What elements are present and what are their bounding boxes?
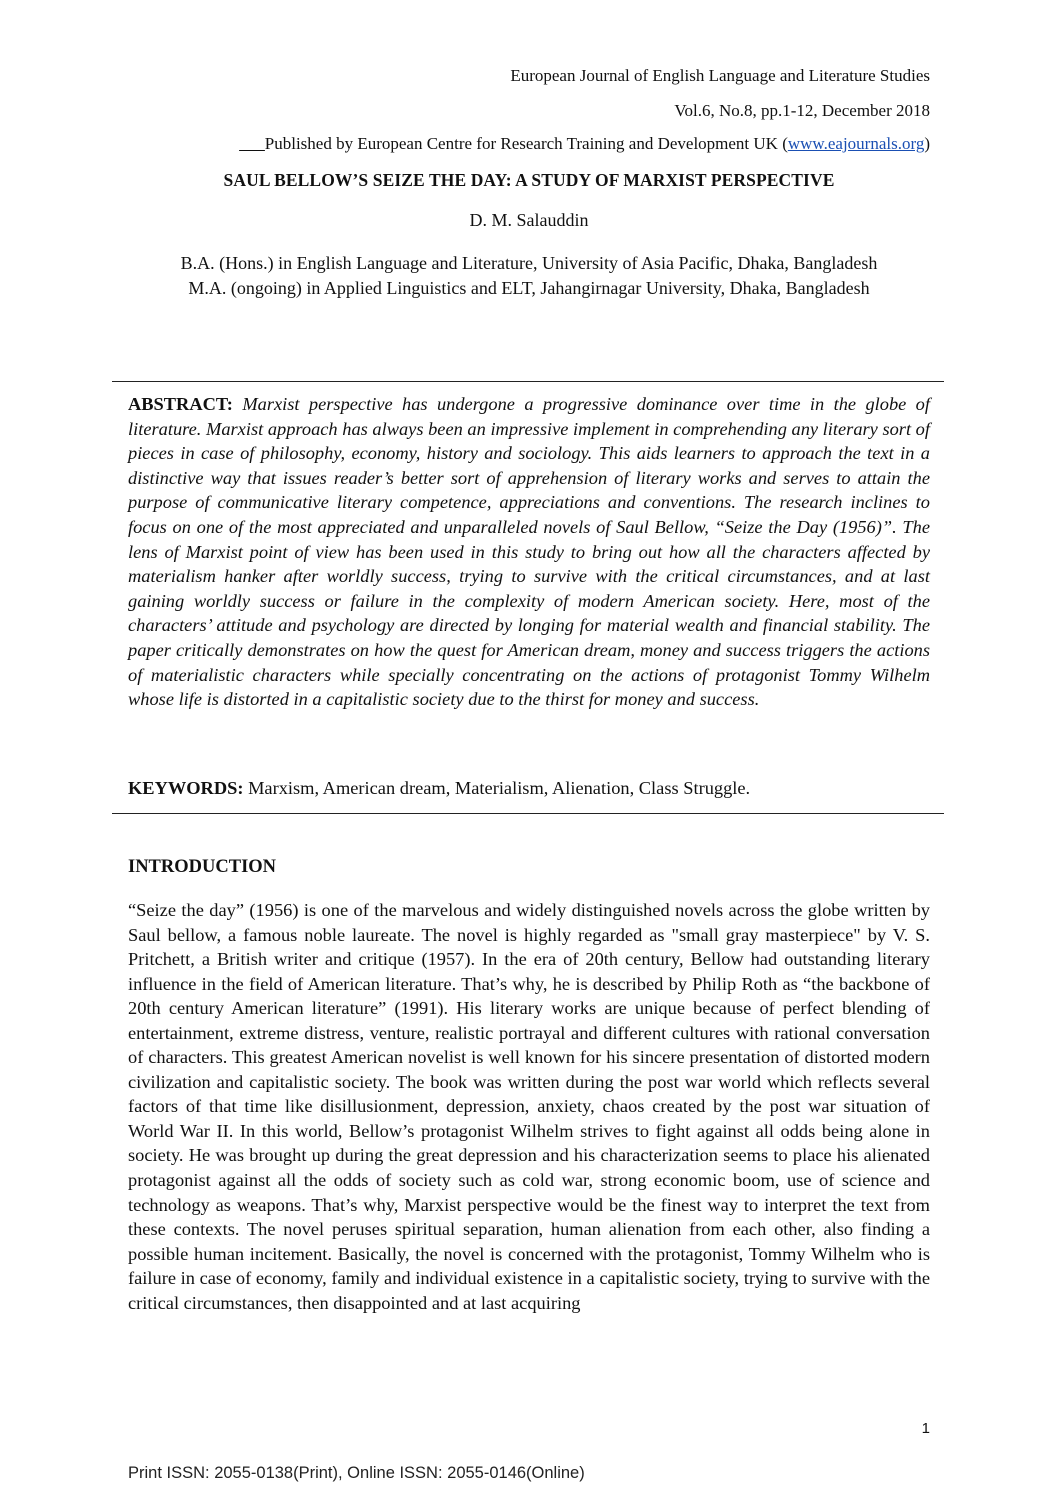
abstract [128,392,930,712]
publisher-close: ) [924,134,930,153]
abstract-text: Marxist perspective has undergone a progressive dominance over time in the globe of literature. Marxist approach has always been an impressive implement in comprehending any literary sort of pieces in case of philosophy, economy, history and sociology. This aids learners to approach the text in a distinctive way that issues reader’s better sort of apprehension of literary works and serves to attain the purpose of communicative literary competence, appreciations and conventions. The research inclines to focus on one of the most appreciated and unparalleled novels of Saul Bellow, “Seize the Day (1956)”. The lens of Marxist point of view has been used in this study to bring out how all the characters affected by materialism hanker after worldly success, trying to survive with the critical circumstances, and at last gaining worldly success or failure in the complexity of modern American society. Here, most of the characters’ attitude and psychology are directed by longing for material wealth and financial stability. The paper critically demonstrates on how the quest for American dream, money and success triggers the actions of materialistic characters while specially concentrating on the actions of protagonist Tommy Wilhelm whose life is distorted in a capitalistic society due to the thirst for money and success. [128,394,930,710]
publisher-line [134,134,930,154]
author-name: D. M. Salauddin [469,210,589,230]
abstract-bottom-rule [112,813,944,814]
abstract-label: ABSTRACT: [128,394,233,414]
affiliation-1: B.A. (Hons.) in English Language and Literature, University of Asia Pacific, Dhaka, Bangladesh [180,253,878,273]
publisher-lead: ___ [239,134,265,153]
abstract-top-rule [112,381,944,382]
page-number: 1 [921,1420,930,1437]
keywords [128,776,930,800]
introduction-heading: INTRODUCTION [128,857,277,877]
author-affiliations [150,251,908,301]
paper-title: SAUL BELLOW’S SEIZE THE DAY: A STUDY OF MARXIST PERSPECTIVE [223,170,835,190]
issn-footer: Print ISSN: 2055-0138(Print), Online ISSN: 2055-0146(Online) [128,1464,585,1482]
issue-info: Vol.6, No.8, pp.1-12, December 2018 [674,101,930,120]
publisher-text: Published by European Centre for Research Training and Development UK ( [264,134,788,153]
introduction-text: “Seize the day” (1956) is one of the marvelous and widely distinguished novels across the globe written by Saul bellow, a famous noble laureate. The novel is highly regarded as "small gray masterpiece" by V. S. Pritchett, a British writer and critique (1957). In the era of 20th century, Bellow had outstanding literary influence in the field of American literature. That’s why, he is described by Philip Roth as “the backbone of 20th century American literature” (1991). His literary works are unique because of perfect blending of entertainment, extreme distress, venture, realistic portrayal and different cultures with rational conversation of characters. This greatest American novelist is well known for his sincere presentation of distorted modern civilization and capitalistic society. The book was written during the post war world which reflects several factors of that time like disillusionment, depression, anxiety, chaos created by the post war situation of World War II. In this world, Bellow’s protagonist Wilhelm strives to fight against all odds being alone in society. He was brought up during the great depression and his characterization seems to place his alienated protagonist against all the odds of society such as cold war, strong economic boom, use of science and technology as weapons. That’s why, Marxist perspective would be the finest way to interpret the text from these contexts. The novel peruses spiritual separation, human alienation from each other, also finding a possible human incitement. Basically, the novel is concerned with the protagonist, Tommy Wilhelm who is failure in case of economy, family and individual existence in a capitalistic society, trying to survive with the critical circumstances, then disappointed and at last acquiring [128,900,930,1313]
keywords-label: KEYWORDS: [128,778,244,798]
affiliation-2: M.A. (ongoing) in Applied Linguistics and ELT, Jahangirnagar University, Dhaka, Bangladesh [188,278,870,298]
journal-name: European Journal of English Language and Literature Studies [510,66,930,85]
keywords-text: Marxism, American dream, Materialism, Alienation, Class Struggle. [248,778,751,798]
journal-website-link[interactable]: www.eajournals.org [787,134,925,153]
